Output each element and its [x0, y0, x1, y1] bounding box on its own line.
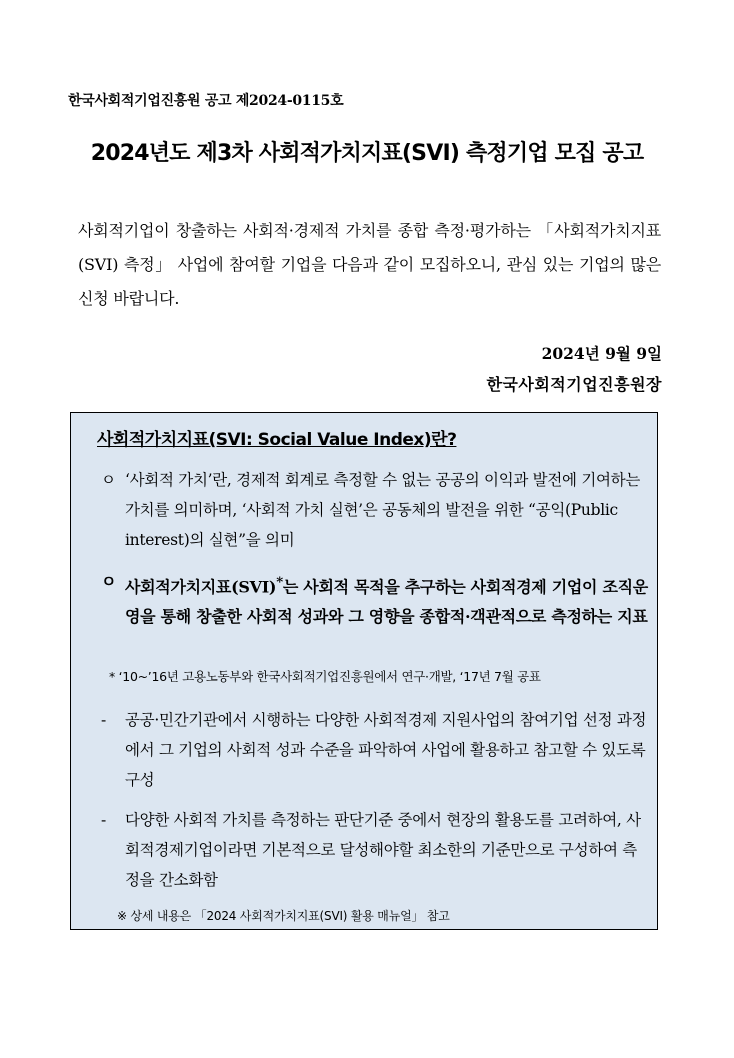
bullet-item: [101, 705, 651, 795]
bullet-text: 공공·민간기관에서 시행하는 다양한 사회적경제 지원사업의 참여기업 선정 과정에서 그 기업의 사회적 성과 수준을 파악하여 사업에 활용하고 참고할 수 있도록 구성: [125, 711, 647, 789]
footnote: * ‘10~’16년 고용노동부와 한국사회적기업진흥원에서 연구·개발, ‘17년 7월 공표: [109, 669, 541, 684]
footnote-mark: *: [276, 574, 283, 590]
circle-bullet: ㅇ: [101, 471, 116, 489]
dash-bullet: -: [101, 711, 106, 729]
box-title: 사회적가치지표(SVI: Social Value Index)란?: [97, 430, 457, 450]
issuer: 한국사회적기업진흥원장: [486, 375, 662, 394]
manual-reference: ※ 상세 내용은 「2024 사회적가치지표(SVI) 활용 매뉴얼」 참고: [117, 909, 450, 923]
bullet-text: 다양한 사회적 가치를 측정하는 판단기준 중에서 현장의 활용도를 고려하여, 사회적경제기업이라면 기본적으로 달성해야할 최소한의 기준만으로 구성하여 측정을 간소화함: [125, 811, 641, 889]
intro-paragraph: [78, 214, 661, 316]
svi-info-box: [70, 412, 658, 930]
bullet-item: [101, 805, 651, 895]
notice-date: 2024년 9월 9일: [541, 344, 662, 363]
intro-text: 사회적기업이 창출하는 사회적·경제적 가치를 종합 측정·평가하는 「사회적가치지표(SVI) 측정」 사업에 참여할 기업을 다음과 같이 모집하오니, 관심 있는 기업의 많은 신청 바랍니다.: [78, 221, 661, 308]
definition-text: ‘사회적 가치’란, 경제적 회계로 측정할 수 없는 공공의 이익과 발전에 기여하는 가치를 의미하며, ‘사회적 가치 실현’은 공동체의 발전을 위한 “공익(Public interest)의 실현”을 의미: [125, 471, 641, 549]
svi-definition-rest: 는 사회적 목적을 추구하는 사회적경제 기업이 조직운영을 통해 창출한 사회적 성과와 그 영향을 종합적·객관적으로 측정하는 지표: [125, 577, 648, 627]
notice-number: 한국사회적기업진흥원 공고 제2024-0115호: [68, 93, 344, 109]
page-title: 2024년도 제3차 사회적가치지표(SVI) 측정기업 모집 공고: [90, 141, 644, 166]
definition-item: [101, 465, 651, 555]
svi-definition-item: [101, 567, 651, 632]
svi-definition-text: [101, 567, 651, 632]
dash-bullet: -: [101, 811, 106, 829]
circle-bullet: ㅇ: [101, 572, 117, 591]
svi-term: 사회적가치지표(SVI): [125, 577, 277, 597]
